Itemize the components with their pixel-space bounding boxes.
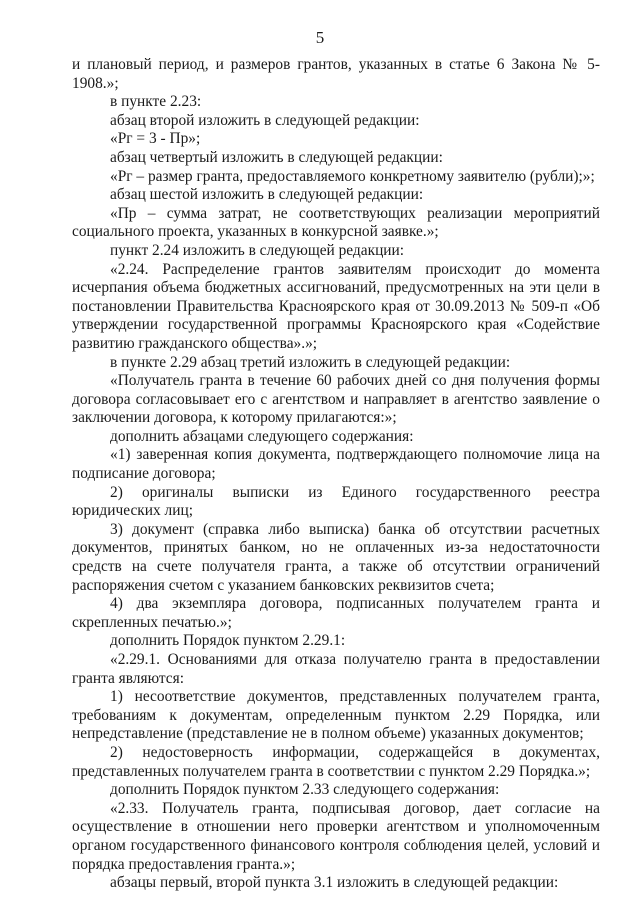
paragraph: «1) заверенная копия документа, подтверждающего полномочие лица на подписание договора; — [72, 446, 600, 483]
paragraph: абзац второй изложить в следующей редакции: — [110, 111, 420, 129]
paragraph: пункт 2.24 изложить в следующей редакции: — [110, 241, 405, 259]
paragraph: 4) два экземпляра договора, подписанных получателем гранта и скрепленных печатью.»; — [72, 595, 600, 631]
paragraph: в пункте 2.29 абзац третий изложить в следующей редакции: — [110, 353, 511, 371]
paragraph: «Рг = 3 - Пр»; — [110, 130, 201, 148]
paragraph: в пункте 2.23: — [110, 93, 202, 111]
paragraph: «Пр – сумма затрат, не соответствующих реализации мероприятий социального проекта, указанных в конкурсной заявке.»; — [72, 204, 600, 241]
paragraph: 3) документ (справка либо выписка) банка об отсутствии расчетных документов, принятых банком, но не оплаченных из-за недостаточности средств на счете получателя гранта, а также об отсутствии ограничений распоряжения счетом с указанием банковских реквизитов счета; — [72, 520, 600, 594]
paragraph: и плановый период, и размеров грантов, указанных в статье 6 Закона № 5-1908.»; — [72, 56, 600, 92]
paragraph: дополнить Порядок пунктом 2.29.1: — [110, 632, 346, 650]
paragraph: «2.33. Получатель гранта, подписывая договор, дает согласие на осуществление в отношении него проверки агентством и уполномоченным органом государственного финансового контроля соблюдения целей, условий и порядка предоставления гранта.»; — [72, 799, 600, 873]
paragraph: 2) недостоверность информации, содержащейся в документах, представленных получателем гранта в соответствии с пунктом 2.29 Порядка.»; — [72, 743, 600, 780]
paragraph: 2) оригиналы выписки из Единого государственного реестра юридических лиц; — [72, 483, 600, 520]
paragraph: дополнить Порядок пунктом 2.33 следующего содержания: — [110, 781, 500, 799]
paragraph: абзацы первый, второй пункта 3.1 изложить в следующей редакции: — [110, 874, 559, 892]
paragraph: «2.24. Распределение грантов заявителям происходит до момента исчерпания объема бюджетных ассигнований, предусмотренных на эти цели в постановлении Правительства Красноярского края от 30.09.2013 № 509-п «Об утверждении государственной программы Красноярского края «Содействие развитию гражданского общества».»; — [72, 260, 600, 352]
paragraph: дополнить абзацами следующего содержания: — [110, 427, 414, 445]
paragraph: абзац шестой изложить в следующей редакции: — [110, 186, 424, 204]
paragraph: «Рг – размер гранта, предоставляемого конкретному заявителю (рубли);»; — [110, 167, 595, 185]
paragraph: абзац четвертый изложить в следующей редакции: — [110, 148, 443, 166]
document-body — [72, 56, 600, 893]
paragraph: 1) несоответствие документов, представленных получателем гранта, требованиям к документам, определенным пунктом 2.29 Порядка, или непредставление (представление не в полном объеме) указанных документов; — [72, 688, 600, 743]
page-number: 5 — [315, 28, 325, 47]
paragraph: «Получатель гранта в течение 60 рабочих дней со дня получения формы договора согласовывает его с агентством и направляет в агентство заявление о заключении договора, к которому прилагаются:»; — [72, 372, 600, 427]
paragraph: «2.29.1. Основаниями для отказа получателю гранта в предоставлении гранта являются: — [72, 651, 600, 687]
